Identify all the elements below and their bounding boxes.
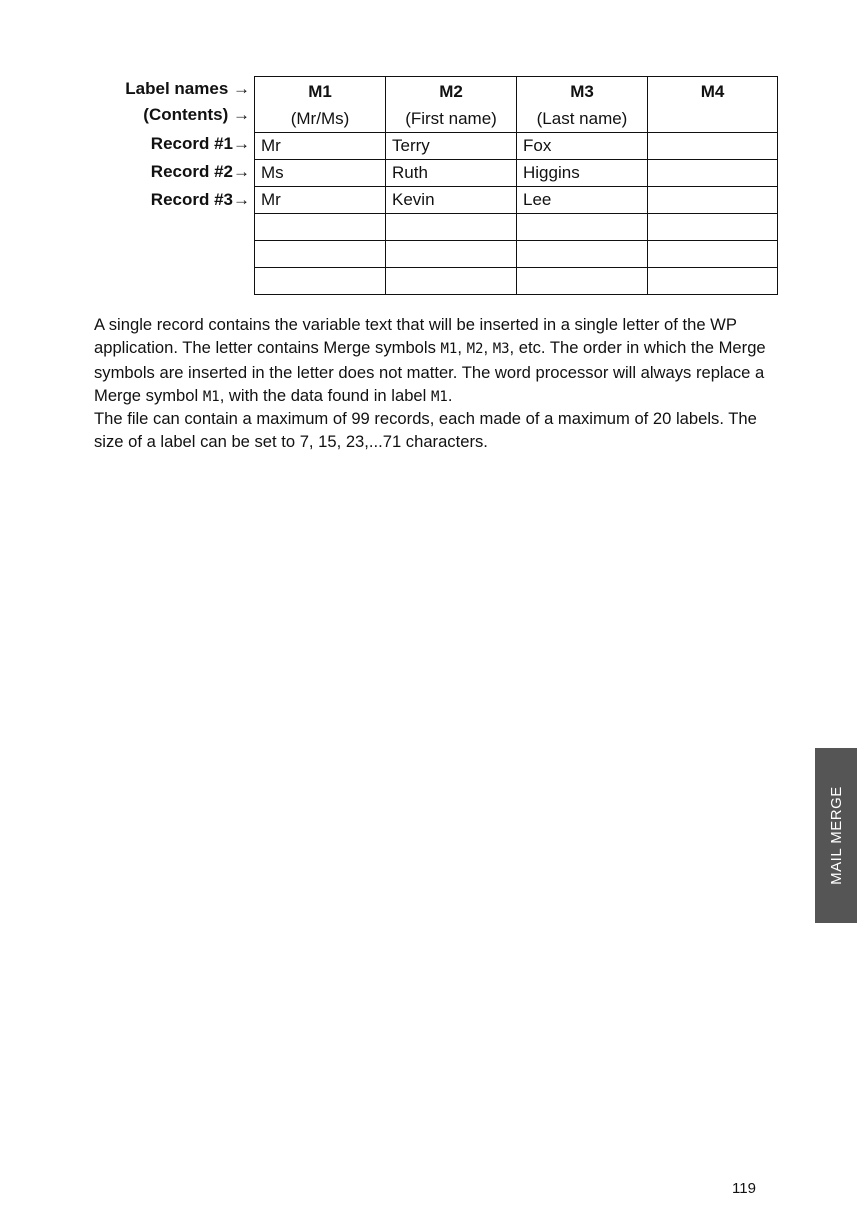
- row-label-contents: (Contents) →: [143, 105, 250, 124]
- table-cell: [648, 214, 778, 241]
- section-tab-label: MAIL MERGE: [827, 786, 845, 885]
- table-cell: [386, 268, 517, 295]
- table-row: [255, 214, 778, 241]
- table-cell: [648, 187, 778, 214]
- contents-cell: (Last name): [517, 105, 648, 133]
- merge-symbol: M1: [202, 389, 220, 405]
- table-cell: Lee: [517, 187, 648, 214]
- table-cell: [255, 268, 386, 295]
- merge-symbol: M1: [440, 341, 458, 357]
- table-row: [255, 160, 778, 187]
- table-header-row: [255, 77, 778, 106]
- table-cell: [517, 241, 648, 268]
- paragraph-text: , etc. The order in which the Merge symbols are inserted in the letter does not matter. The word processor will always replace a Merge symbol: [94, 338, 766, 405]
- table-cell: Ms: [255, 160, 386, 187]
- merge-symbol: M3: [492, 341, 510, 357]
- table-cell: [386, 214, 517, 241]
- table-cell: [386, 241, 517, 268]
- table-cell: [255, 214, 386, 241]
- table-contents-row: [255, 105, 778, 133]
- table-cell: Mr: [255, 133, 386, 160]
- header-cell: M1: [255, 77, 386, 106]
- paragraph-text: ,: [457, 338, 467, 357]
- table-row: [255, 241, 778, 268]
- contents-cell: (First name): [386, 105, 517, 133]
- table-row: [255, 133, 778, 160]
- table-cell: [255, 241, 386, 268]
- contents-cell: [648, 105, 778, 133]
- table-cell: [648, 160, 778, 187]
- table-cell: [648, 268, 778, 295]
- table-cell: [648, 241, 778, 268]
- section-tab: [815, 748, 857, 923]
- header-cell: M4: [648, 77, 778, 106]
- row-label-label-names: Label names →: [125, 79, 250, 98]
- paragraph-file-limits: The file can contain a maximum of 99 records, each made of a maximum of 20 labels. The size of a label can be set to 7, 15, 23,...71 characters.: [94, 409, 757, 451]
- merge-table: [254, 76, 778, 295]
- table-cell: Higgins: [517, 160, 648, 187]
- paragraph-text: A single record contains the variable text that will be inserted in a single letter of the WP application. The letter contains Merge symbols: [94, 315, 737, 357]
- row-label-record-3: Record #3→: [150, 190, 250, 209]
- table-cell: [648, 133, 778, 160]
- header-cell: M2: [386, 77, 517, 106]
- table-cell: Fox: [517, 133, 648, 160]
- paragraph-text: .: [447, 386, 453, 405]
- header-cell: M3: [517, 77, 648, 106]
- table-cell: [517, 214, 648, 241]
- merge-symbol: M1: [430, 389, 448, 405]
- row-label-record-1: Record #1→: [150, 134, 250, 153]
- table-cell: [517, 268, 648, 295]
- table-cell: Ruth: [386, 160, 517, 187]
- table-cell: Mr: [255, 187, 386, 214]
- table-cell: Kevin: [386, 187, 517, 214]
- paragraph-text: ,: [483, 338, 493, 357]
- paragraph-text: , with the data found in label: [219, 386, 431, 405]
- table-row: [255, 187, 778, 214]
- paragraph-merge-symbols: [94, 313, 778, 409]
- row-label-record-2: Record #2→: [150, 162, 250, 181]
- table-row: [255, 268, 778, 295]
- table-cell: Terry: [386, 133, 517, 160]
- contents-cell: (Mr/Ms): [255, 105, 386, 133]
- page-number: 119: [732, 1180, 756, 1197]
- merge-symbol: M2: [466, 341, 484, 357]
